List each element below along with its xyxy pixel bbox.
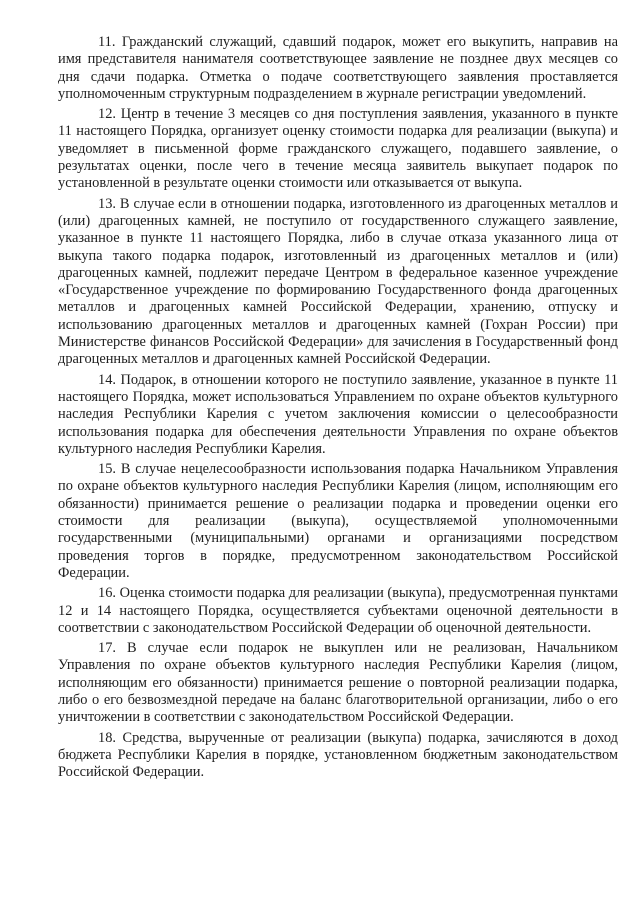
paragraph-13: 13. В случае если в отношении подарка, изготовленного из драгоценных металлов и (или) драгоценных камней, не поступило от государственного служащего заявление, указанное в пункте 11 настоящего Порядка, либо в случае отказа указанного лица от выкупа такого подарка подарок, изготовленный из драгоценных металлов и (или) драгоценных камней, подлежит передаче Центром в федеральное казенное учреждение «Государственное учреждение по формированию Государственного фонда драгоценных металлов и драгоценных камней Российской Федерации, хранению, отпуску и использованию драгоценных металлов и драгоценных камней (Гохран России) при Министерстве финансов Российской Федерации» для зачисления в Государственный фонд драгоценных металлов и драгоценных камней Российской Федерации. [58, 195, 618, 368]
paragraph-15: 15. В случае нецелесообразности использования подарка Начальником Управления по охране объектов культурного наследия Республики Карелия (лицом, исполняющим его обязанности) принимается решение о реализации подарка и проведении оценки его стоимости для реализации (выкупа), осуществляемой уполномоченными государственными (муниципальными) органами и организациями посредством проведения торгов в порядке, предусмотренном законодательством Российской Федерации. [58, 461, 618, 581]
paragraph-18: 18. Средства, вырученные от реализации (выкупа) подарка, зачисляются в доход бюджета Республики Карелия в порядке, установленном бюджетным законодательством Российской Федерации. [58, 729, 618, 781]
paragraph-16: 16. Оценка стоимости подарка для реализации (выкупа), предусмотренная пунктами 12 и 14 настоящего Порядка, осуществляется субъектами оценочной деятельности в соответствии с законодательством Российской Федерации об оценочной деятельности. [58, 585, 618, 636]
paragraph-14: 14. Подарок, в отношении которого не поступило заявление, указанное в пункте 11 настоящего Порядка, может использоваться Управлением по охране объектов культурного наследия Республики Карелия с учетом заключения комиссии о целесообразности использования подарка для обеспечения деятельности Управления по охране объектов культурного наследия Республики Карелия. [58, 371, 618, 457]
paragraph-12: 12. Центр в течение 3 месяцев со дня поступления заявления, указанного в пункте 11 настоящего Порядка, организует оценку стоимости подарка для реализации (выкупа) и уведомляет в письменной форме гражданского служащего, подавшего заявление, о результатах оценки, после чего в течение месяца заявитель выкупает подарок по установленной в результате оценки стоимости или отказывается от выкупа. [58, 106, 618, 192]
paragraph-11: 11. Гражданский служащий, сдавший подарок, может его выкупить, направив на имя представителя нанимателя соответствующее заявление не позднее двух месяцев со дня сдачи подарка. Отметка о подаче соответствующего заявления проставляется уполномоченным структурным подразделением в журнале регистрации уведомлений. [58, 34, 618, 102]
paragraph-17: 17. В случае если подарок не выкуплен или не реализован, Начальником Управления по охране объектов культурного наследия Республики Карелия (лицом, исполняющим его обязанности) принимается решение о повторной реализации подарка, либо о его безвозмездной передаче на баланс благотворительной организации, либо о его уничтожении в соответствии с законодательством Российской Федерации. [58, 640, 618, 726]
